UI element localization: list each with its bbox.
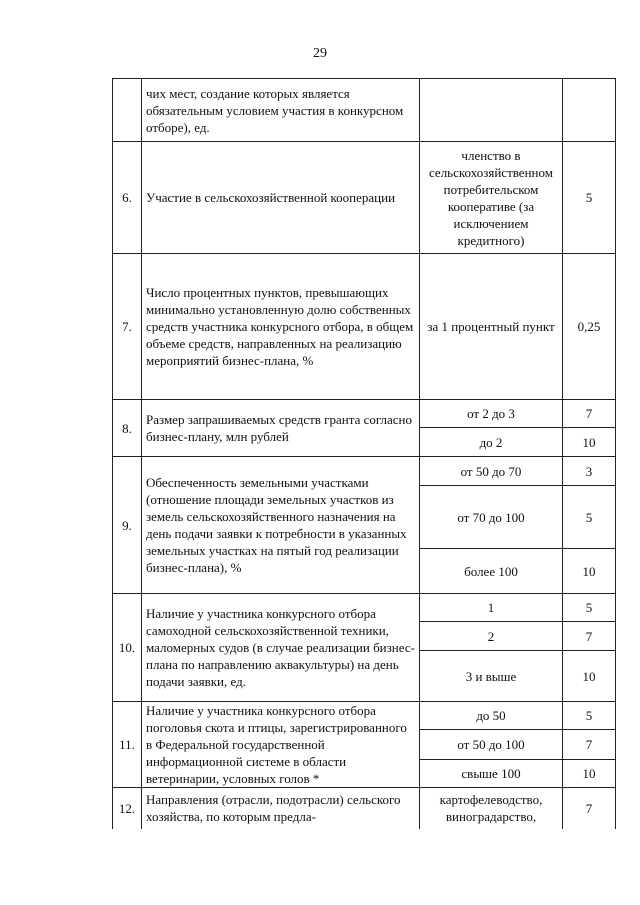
table-row [113, 702, 616, 730]
criterion-score: 5 [563, 702, 616, 730]
table-row [113, 79, 616, 142]
criterion-condition: до 50 [420, 702, 563, 730]
criterion-description: Участие в сельскохозяйственной кооперации [142, 142, 420, 254]
criterion-score [563, 79, 616, 142]
criterion-score: 5 [563, 594, 616, 622]
table-row [113, 254, 616, 400]
criterion-score: 10 [563, 428, 616, 457]
table-row [113, 594, 616, 622]
criterion-description: Обеспеченность земельными участками (отношение площади земельных участков из земель сельскохозяйственного назначения на день подачи заявки к потребности в указанных земельных участках на пятый год реализации бизнес-плана), % [142, 457, 420, 594]
table-row [113, 142, 616, 254]
criterion-condition: 2 [420, 622, 563, 651]
criterion-score: 10 [563, 651, 616, 702]
criterion-condition [420, 79, 563, 142]
criterion-description: чих мест, создание которых является обязательным условием участия в конкурсном отборе), ед. [142, 79, 420, 142]
criterion-condition: свыше 100 [420, 759, 563, 787]
criterion-condition: до 2 [420, 428, 563, 457]
criterion-score: 7 [563, 400, 616, 428]
criterion-description: Число процентных пунктов, превышающих минимально установленную долю собственных средств участника конкурсного отбора, в общем объеме средств, направленных на реализацию мероприятий бизнес-плана, % [142, 254, 420, 400]
criteria-table [112, 78, 616, 829]
criterion-score: 5 [563, 142, 616, 254]
criterion-condition: от 50 до 70 [420, 457, 563, 486]
criterion-score: 7 [563, 730, 616, 759]
criterion-number: 7. [113, 254, 142, 400]
criterion-score: 7 [563, 622, 616, 651]
criterion-number: 10. [113, 594, 142, 702]
criterion-condition: 1 [420, 594, 563, 622]
criterion-description: Размер запрашиваемых средств гранта согласно бизнес-плану, млн рублей [142, 400, 420, 457]
criterion-description: Направления (отрасли, подотрасли) сельского хозяйства, по которым предла- [142, 788, 420, 829]
criterion-score: 10 [563, 549, 616, 594]
criterion-number: 8. [113, 400, 142, 457]
criterion-condition: от 2 до 3 [420, 400, 563, 428]
table-row [113, 457, 616, 486]
criterion-condition: от 70 до 100 [420, 486, 563, 549]
criterion-condition: 3 и выше [420, 651, 563, 702]
criterion-condition: за 1 процентный пункт [420, 254, 563, 400]
criterion-score: 5 [563, 486, 616, 549]
criterion-score: 0,25 [563, 254, 616, 400]
criterion-condition: более 100 [420, 549, 563, 594]
criterion-score: 3 [563, 457, 616, 486]
criterion-condition: от 50 до 100 [420, 730, 563, 759]
table-row [113, 788, 616, 829]
criterion-condition: картофелеводство, виноградарство, [420, 788, 563, 829]
criterion-score: 10 [563, 759, 616, 787]
criterion-score: 7 [563, 788, 616, 829]
criterion-number: 12. [113, 788, 142, 829]
criterion-number: 9. [113, 457, 142, 594]
page-number: 29 [313, 46, 327, 61]
criterion-description: Наличие у участника конкурсного отбора самоходной сельскохозяйственной техники, маломерных судов (в случае реализации бизнес- плана по направлению аквакультуры) на день подачи заявки, ед. [142, 594, 420, 702]
criterion-number: 11. [113, 702, 142, 788]
criterion-number [113, 79, 142, 142]
criterion-description: Наличие у участника конкурсного отбора поголовья скота и птицы, зарегистрированного в Федеральной государственной информационной системе в области ветеринарии, условных голов * [142, 702, 420, 788]
criterion-condition: членство в сельскохозяйственном потребительском кооперативе (за исключением кредитного) [420, 142, 563, 254]
criterion-number: 6. [113, 142, 142, 254]
table-row [113, 400, 616, 428]
